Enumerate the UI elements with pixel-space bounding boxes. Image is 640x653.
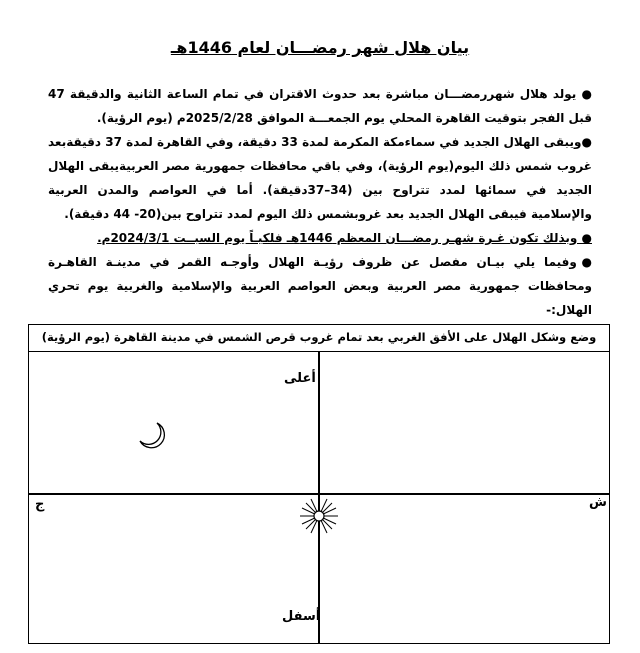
label-top: أعلى xyxy=(284,371,316,386)
paragraph-details: ●وفيما يلي بيـان مفصل عن ظروف رؤيـة الهلال وأوجـه القمر في مدينـة القاهـرة ومحافظات جمهورية مصر العربية وبعض العواصم العربية والإسلامية والغربية يوم تحري الهلال:- xyxy=(48,255,592,317)
paragraph-birth: ● يولد هلال شهررمضـــان مباشرة بعد حدوث الاقتران في تمام الساعة الثانية والدقيقة 47 قبل الفجر بتوقيت القاهرة المحلي يوم الجمعـــة الموافق 2025/2/28م (يوم الرؤية). xyxy=(48,87,592,125)
statement-body xyxy=(48,82,592,322)
crescent-moon-icon xyxy=(133,417,167,451)
horizon-diagram xyxy=(28,324,610,644)
paragraph-start-date: ● وبذلك تكون غـرة شهـر رمضـــان المعظم 1446هـ فلكيـاً يوم السبــت 2024/3/1م. xyxy=(97,231,592,245)
paragraph-duration: ●ويبقى الهلال الجديد في سماءمكة المكرمة لمدة 33 دقيقة، وفي القاهرة لمدة 37 دقيقةبعد غروب شمس ذلك اليوم(يوم الرؤية)، وفي باقي محافظات جمهورية مصر العربيةيبقى الهلال الجديد في سمائها لمدد تتراوح بين (34–37دقيقة). أما في العواصم والمدن العربية والإسلامية فيبقى الهلال الجديد بعد غروبشمس ذلك اليوم لمدد تتراوح بين(20- 44 دقيقة). xyxy=(48,135,592,221)
label-north: ش xyxy=(589,495,607,510)
label-south: ج xyxy=(35,497,45,512)
page-title: بيان هلال شهر رمضـــان لعام 1446هـ xyxy=(170,38,470,57)
sun-icon xyxy=(297,494,341,538)
label-bottom: أسفل xyxy=(282,609,321,624)
diagram-header: وضع وشكل الهلال على الأفق الغربي بعد تمام غروب قرص الشمس في مدينة القاهرة (يوم الرؤية) xyxy=(29,325,609,352)
